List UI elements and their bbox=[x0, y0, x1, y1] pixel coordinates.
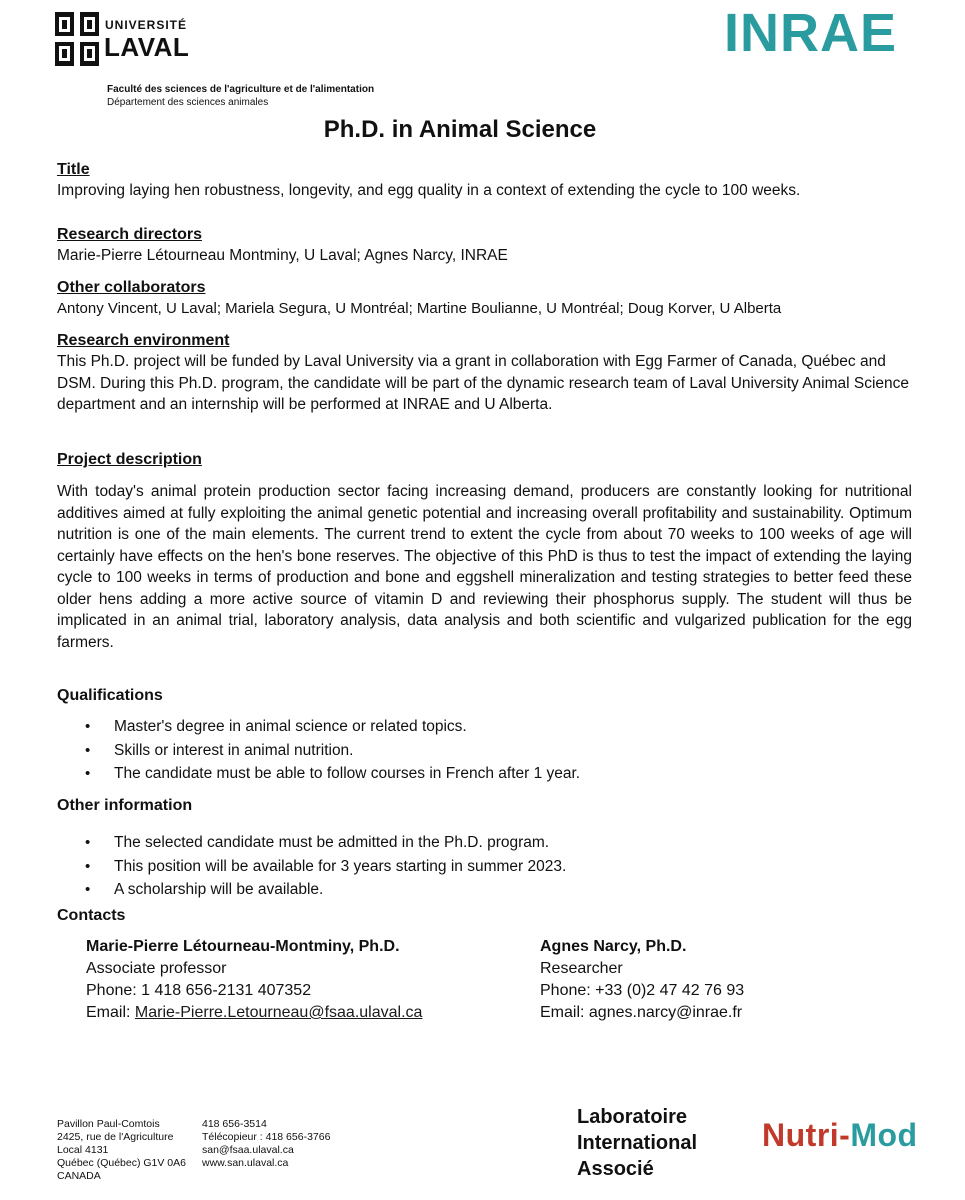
environment-text: This Ph.D. project will be funded by Laval University via a grant in collaboration with Egg Farmer of Canada, Québec and DSM. During this Ph.D. program, the candidate will be part of the dynamic research team of Laval University Animal Science department and an internship will be performed at INRAE and U Alberta. bbox=[57, 353, 910, 413]
list-item: • Master's degree in animal science or related topics. bbox=[57, 715, 912, 739]
lab-line: Laboratoire bbox=[577, 1106, 688, 1128]
contact-card-2 bbox=[540, 936, 744, 1024]
environment-section bbox=[57, 331, 912, 416]
nutri-mod-logo bbox=[762, 1117, 918, 1154]
faculty-block bbox=[107, 83, 374, 109]
logo-laval-text: LAVAL bbox=[104, 32, 190, 62]
email-label: Email: bbox=[86, 1004, 135, 1021]
list-item: • The selected candidate must be admitted in the Ph.D. program. bbox=[57, 831, 912, 855]
footer-fax: Télécopieur : 418 656-3766 bbox=[202, 1131, 331, 1143]
logo-universite-text: UNIVERSITÉ bbox=[105, 18, 188, 32]
other-info-list bbox=[57, 831, 912, 902]
list-item: • Skills or interest in animal nutrition. bbox=[57, 739, 912, 763]
contact-role: Associate professor bbox=[86, 960, 227, 977]
project-text: With today's animal protein production sector facing increasing demand, producers are constantly looking for nutritional additives aimed at fully exploiting the animal genetic potential and increasing overall profitability and sustainability. Optimum nutrition is one of the main elements. The current trend to extent the cycle from about 70 weeks to 100 weeks of age will certainly have effects on the hen's bone reserves. The objective of this PhD is thus to test the impact of extending the laying cycle to 100 weeks in terms of production and bone and eggshell mineralization and testing strategies to better feed these older hens adding a more active source of vitamin D and reviewing their phosphorus supply. The student will thus be implicated in an animal trial, laboratory analysis, data analysis and both scientific and vulgarized publication for the egg farmers. bbox=[57, 483, 912, 651]
faculty-name: Faculté des sciences de l'agriculture et de l'alimentation bbox=[107, 84, 375, 95]
nutri-part: Nutri- bbox=[762, 1117, 851, 1153]
lab-line: Associé bbox=[577, 1158, 654, 1180]
contact-email-row bbox=[86, 1002, 422, 1024]
contacts-heading: Contacts bbox=[57, 907, 126, 924]
address-line: Québec (Québec) G1V 0A6 bbox=[57, 1157, 186, 1169]
email-label: Email: bbox=[540, 1004, 589, 1021]
qualifications-section bbox=[57, 686, 912, 786]
address-line: 2425, rue de l'Agriculture bbox=[57, 1131, 174, 1143]
title-heading: Title bbox=[57, 161, 90, 178]
project-heading: Project description bbox=[57, 451, 202, 468]
footer-contact-info bbox=[202, 1118, 330, 1170]
collaborators-text: Antony Vincent, U Laval; Mariela Segura, U Montréal; Martine Boulianne, U Montréal; Doug Korver, U Alberta bbox=[57, 300, 782, 317]
contact-phone: Phone: 1 418 656-2131 407352 bbox=[86, 982, 312, 999]
qualifications-heading: Qualifications bbox=[57, 687, 163, 704]
email-text: agnes.narcy@inrae.fr bbox=[588, 1004, 743, 1021]
directors-text: Marie-Pierre Létourneau Montminy, U Laval; Agnes Narcy, INRAE bbox=[57, 247, 508, 264]
list-item: • The candidate must be able to follow courses in French after 1 year. bbox=[57, 762, 912, 786]
project-section bbox=[57, 450, 912, 653]
mod-part: Mod bbox=[850, 1117, 918, 1153]
contact-phone: Phone: +33 (0)2 47 42 76 93 bbox=[540, 982, 745, 999]
inrae-logo: INRAE bbox=[724, 3, 898, 63]
footer-phone: 418 656-3514 bbox=[202, 1118, 267, 1130]
collaborators-heading: Other collaborators bbox=[57, 279, 206, 296]
directors-heading: Research directors bbox=[57, 226, 202, 243]
footer-email: san@fsaa.ulaval.ca bbox=[202, 1144, 294, 1156]
contact-email-row bbox=[540, 1002, 744, 1024]
environment-heading: Research environment bbox=[57, 332, 230, 349]
department-name: Département des sciences animales bbox=[107, 97, 269, 108]
universite-laval-logo bbox=[55, 12, 190, 68]
qualifications-list bbox=[57, 715, 912, 786]
page-title: Ph.D. in Animal Science bbox=[323, 116, 597, 143]
list-item: • A scholarship will be available. bbox=[57, 878, 912, 902]
contact-name: Agnes Narcy, Ph.D. bbox=[540, 938, 687, 955]
address-line: Local 4131 bbox=[57, 1144, 109, 1156]
contact-card-1 bbox=[86, 936, 422, 1024]
contact-role: Researcher bbox=[540, 960, 623, 977]
footer-website: www.san.ulaval.ca bbox=[202, 1157, 289, 1169]
list-item: • This position will be available for 3 years starting in summer 2023. bbox=[57, 855, 912, 879]
title-text: Improving laying hen robustness, longevity, and egg quality in a context of extending the cycle to 100 weeks. bbox=[57, 182, 801, 199]
contact-name: Marie-Pierre Létourneau-Montminy, Ph.D. bbox=[86, 938, 400, 955]
address-line: Pavillon Paul-Comtois bbox=[57, 1118, 160, 1130]
lab-line: International bbox=[577, 1132, 698, 1154]
other-info-section bbox=[57, 796, 912, 902]
lab-logo-text bbox=[577, 1104, 697, 1182]
address-line: CANADA bbox=[57, 1170, 101, 1182]
email-link[interactable]: Marie-Pierre.Letourneau@fsaa.ulaval.ca bbox=[134, 1004, 423, 1021]
other-info-heading: Other information bbox=[57, 797, 193, 814]
collaborators-section bbox=[57, 278, 912, 320]
title-section bbox=[57, 160, 912, 202]
laval-crest-icon bbox=[55, 12, 99, 66]
directors-section bbox=[57, 225, 912, 267]
footer-address bbox=[57, 1118, 186, 1183]
